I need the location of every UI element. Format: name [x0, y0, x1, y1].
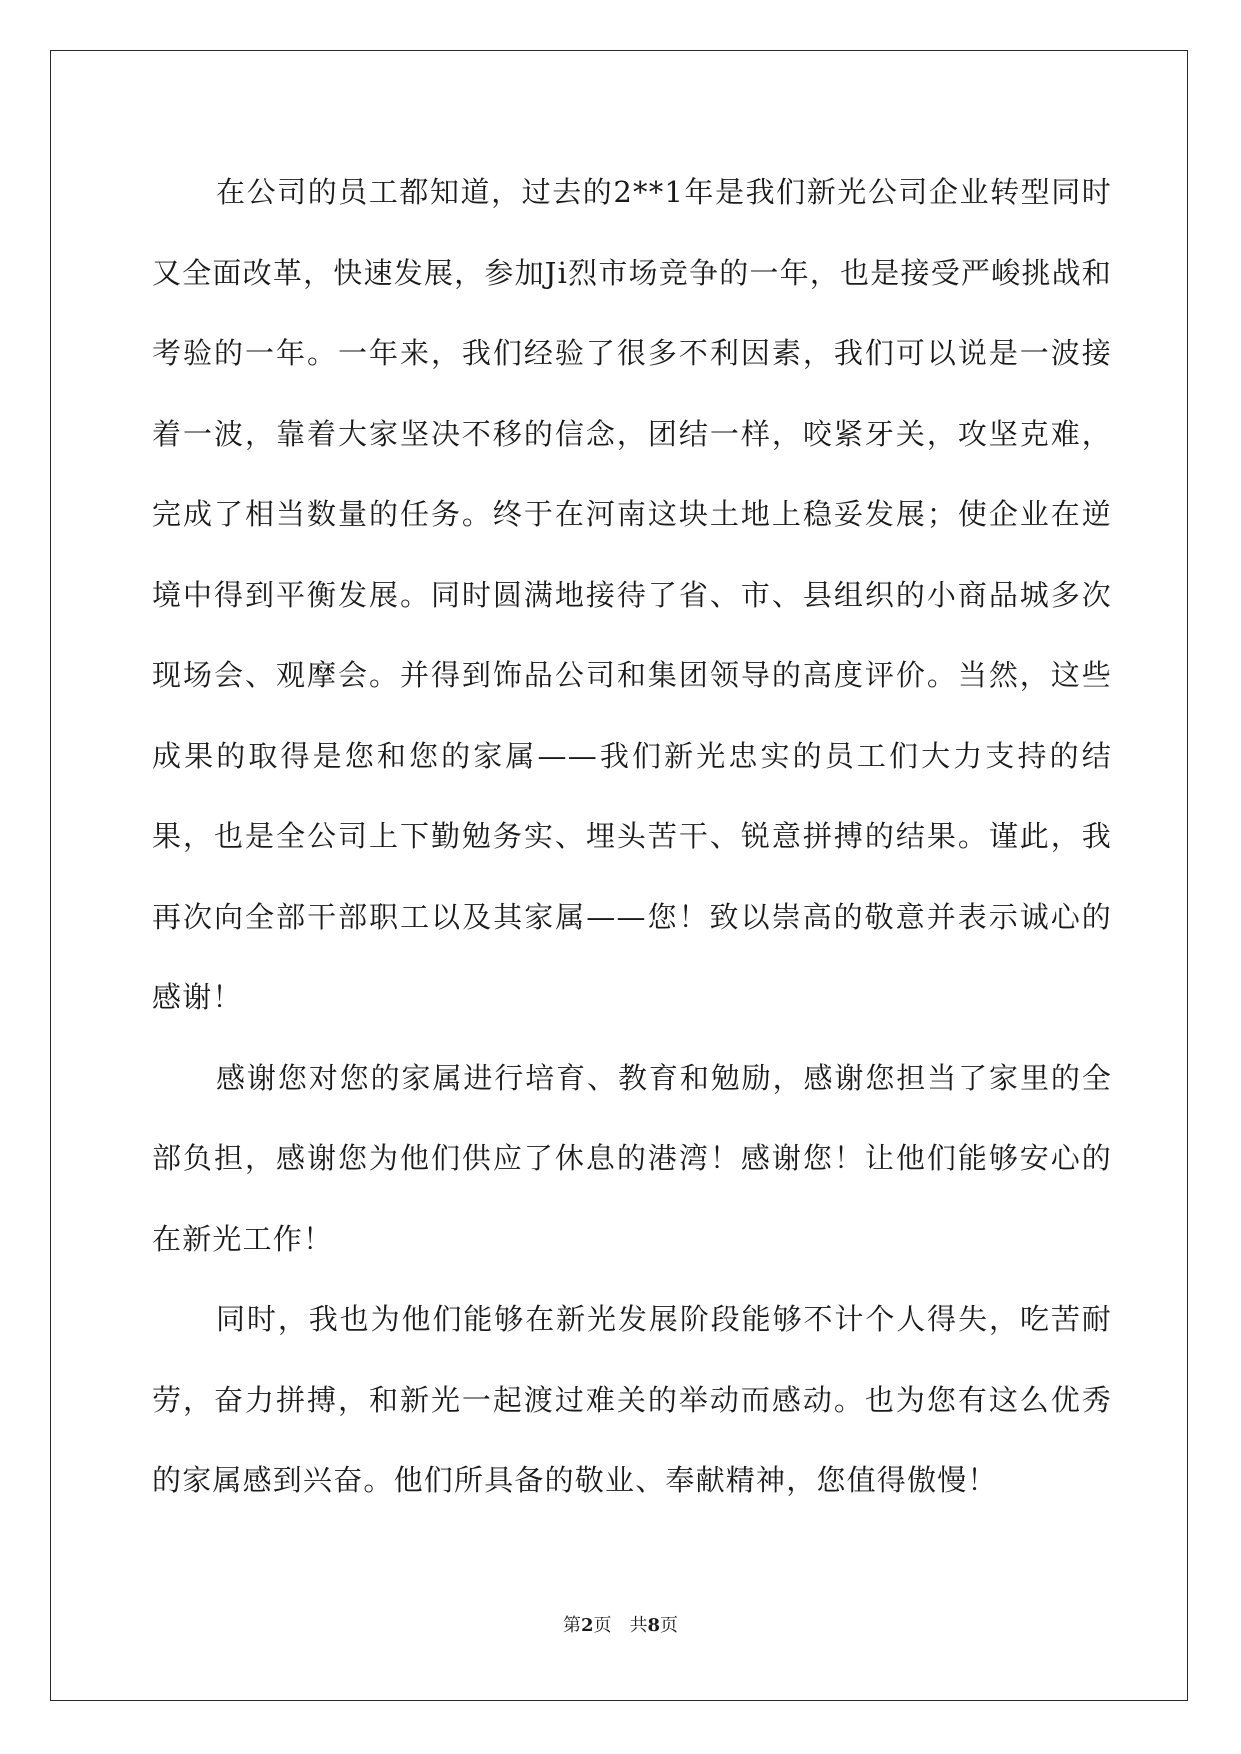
total-suffix: 页 [660, 1615, 679, 1636]
paragraph-2: 感谢您对您的家属进行培育、教育和勉励，感谢您担当了家里的全部负担，感谢您为他们供应了休息的港湾！感谢您！让他们能够安心的在新光工作！ [152, 1060, 1112, 1256]
page-prefix: 第 [562, 1615, 581, 1636]
total-prefix: 共 [629, 1615, 648, 1636]
page-suffix: 页 [593, 1615, 612, 1636]
paragraph-3: 同时，我也为他们能够在新光发展阶段能够不计个人得失，吃苦耐劳，奋力拼搏，和新光一起渡过难关的举动而感动。也为您有这么优秀的家属感到兴奋。他们所具备的敬业、奉献精神，您值得傲慢！ [152, 1302, 1112, 1497]
current-page-number: 2 [580, 1615, 594, 1636]
paragraph-1: 在公司的员工都知道，过去的2**1年是我们新光公司企业转型同时又全面改革，快速发展，参加Ji烈市场竞争的一年，也是接受严峻挑战和考验的一年。一年来，我们经验了很多不利因素，我们可以说是一波接着一波，靠着大家坚决不移的信念，团结一样，咬紧牙关，攻坚克难，完成了相当数量的任务。终于在河南这块土地上稳妥发展；使企业在逆境中得到平衡发展。同时圆满地接待了省、市、县组织的小商品城多次现场会、观摩会。并得到饰品公司和集团领导的高度评价。当然，这些成果的取得是您和您的家属——我们新光忠实的员工们大力支持的结果，也是全公司上下勤勉务实、埋头苦干、锐意拼搏的结果。谨此，我再次向全部干部职工以及其家属——您！致以崇高的敬意并表示诚心的感谢！ [152, 175, 1112, 1014]
total-page-count: 8 [647, 1615, 661, 1636]
page-number-footer [0, 1614, 1241, 1638]
document-body [152, 152, 1112, 1521]
